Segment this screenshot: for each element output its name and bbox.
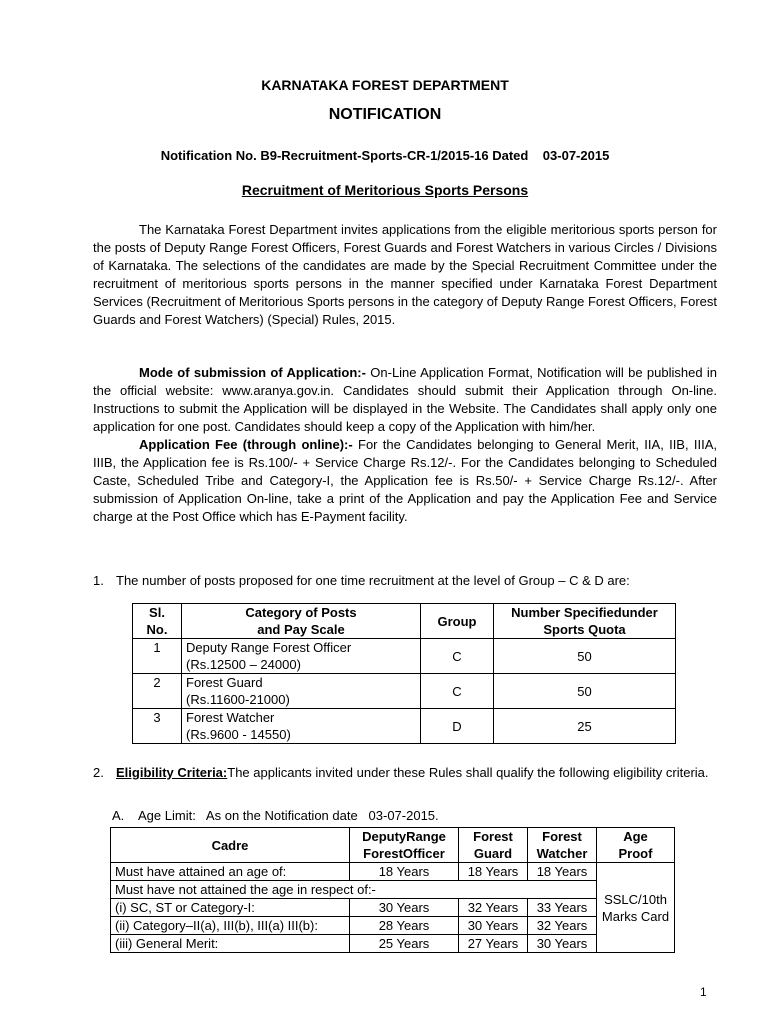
table-row — [133, 709, 676, 744]
item-1 — [93, 572, 717, 590]
cell-drfo: 18 Years — [350, 863, 459, 881]
cell-sl: 2 — [133, 674, 182, 709]
cell-max-header: Must have not attained the age in respect of:- — [111, 881, 597, 899]
cell-fg: 18 Years — [459, 863, 528, 881]
cell-fg: 32 Years — [459, 899, 528, 917]
page-number: 1 — [700, 985, 707, 999]
cell-count: 25 — [494, 709, 676, 744]
table-row — [111, 863, 675, 881]
cell-count: 50 — [494, 674, 676, 709]
cell-drfo: 28 Years — [350, 917, 459, 935]
table-row — [111, 881, 675, 899]
cell-group: D — [421, 709, 494, 744]
subject-title: Recruitment of Meritorious Sports Persons — [241, 182, 529, 198]
item-2 — [93, 764, 717, 782]
cell-count: 50 — [494, 639, 676, 674]
mode-text: On-Line Application Format, Notification will be published in the official website: www.aranya.gov.in. Candidates should submit their Application through On-line. Instructions to submit the Application will be displayed in the Website. The Candidates shall apply only one application for one post. Candidates should keep a copy of the Application with him/her. — [93, 365, 718, 434]
cell-group: C — [421, 674, 494, 709]
fee-text: For the Candidates belonging to General Merit, IIA, IIB, IIIA, IIIB, the Application fee is Rs.100/- + Service Charge Rs.12/-. For the Candidates belonging to Scheduled Caste, Scheduled Tribe and Category-I, the Application fee is Rs.50/- + Service Charge Rs.12/-. After submission of Application On-line, take a print of the Application and pay the Application Fee and Service charge at the Post Office which has E-Payment facility. — [93, 437, 717, 524]
cell-fg: 30 Years — [459, 917, 528, 935]
table-row — [111, 917, 675, 935]
age-header-row — [111, 828, 675, 863]
header-fg: Forest Guard — [459, 828, 528, 863]
cell-sl: 1 — [133, 639, 182, 674]
header-proof: Age Proof — [597, 828, 675, 863]
posts-table — [132, 603, 676, 744]
cell-fw: 18 Years — [528, 863, 597, 881]
header-group: Group — [421, 604, 494, 639]
notification-number: Notification No. B9-Recruitment-Sports-CR-1/2015-16 Dated 03-07-2015 — [160, 148, 610, 163]
age-limit-line: A. Age Limit: As on the Notification date 03-07-2015. — [112, 808, 439, 823]
header-number: Number Specifiedunder Sports Quota — [494, 604, 676, 639]
table-row — [133, 639, 676, 674]
cell-label: Must have attained an age of: — [111, 863, 350, 881]
header-sl: Sl. No. — [133, 604, 182, 639]
cell-label: (ii) Category–II(a), III(b), III(a) III(b): — [111, 917, 350, 935]
item-1-text: The number of posts proposed for one time recruitment at the level of Group – C & D are: — [116, 573, 630, 588]
table-row — [133, 674, 676, 709]
eligibility-label: Eligibility Criteria: — [116, 765, 228, 780]
cell-sl: 3 — [133, 709, 182, 744]
header-category: Category of Posts and Pay Scale — [182, 604, 421, 639]
cell-post: Forest Watcher (Rs.9600 - 14550) — [182, 709, 421, 744]
cell-group: C — [421, 639, 494, 674]
fee-label: Application Fee (through online):- — [139, 437, 353, 452]
fee-paragraph — [93, 436, 717, 526]
cell-drfo: 25 Years — [350, 935, 459, 953]
mode-paragraph — [93, 364, 717, 436]
cell-proof: SSLC/10th Marks Card — [597, 863, 675, 953]
table-row — [111, 899, 675, 917]
cell-label: (i) SC, ST or Category-I: — [111, 899, 350, 917]
item-2-text: Eligibility Criteria:The applicants invited under these Rules shall qualify the following eligibility criteria. — [116, 765, 709, 780]
cell-post: Forest Guard (Rs.11600-21000) — [182, 674, 421, 709]
cell-fg: 27 Years — [459, 935, 528, 953]
department-title: KARNATAKA FOREST DEPARTMENT — [261, 77, 509, 93]
table-row — [111, 935, 675, 953]
item-2-number: 2. — [93, 765, 104, 780]
cell-fw: 32 Years — [528, 917, 597, 935]
header-drfo: DeputyRange ForestOfficer — [350, 828, 459, 863]
notification-heading: NOTIFICATION — [328, 106, 442, 123]
header-cadre: Cadre — [111, 828, 350, 863]
cell-label: (iii) General Merit: — [111, 935, 350, 953]
cell-fw: 33 Years — [528, 899, 597, 917]
intro-paragraph: The Karnataka Forest Department invites applications from the eligible meritorious sports person for the posts of Deputy Range Forest Officers, Forest Guards and Forest Watchers in various Circles / Divisions of Karnataka. The selections of the candidates are made by the Special Recruitment Committee under the recruitment of meritorious sports persons in the manner specified under Karnataka Forest Department Services (Recruitment of Meritorious Sports persons in the category of Deputy Range Forest Officers, Forest Guards and Forest Watchers) (Special) Rules, 2015. — [93, 222, 718, 327]
posts-header-row — [133, 604, 676, 639]
header-fw: Forest Watcher — [528, 828, 597, 863]
cell-post: Deputy Range Forest Officer (Rs.12500 – 24000) — [182, 639, 421, 674]
cell-drfo: 30 Years — [350, 899, 459, 917]
mode-label: Mode of submission of Application:- — [139, 365, 366, 380]
cell-fw: 30 Years — [528, 935, 597, 953]
item-1-number: 1. — [93, 573, 104, 588]
age-table — [110, 827, 675, 953]
